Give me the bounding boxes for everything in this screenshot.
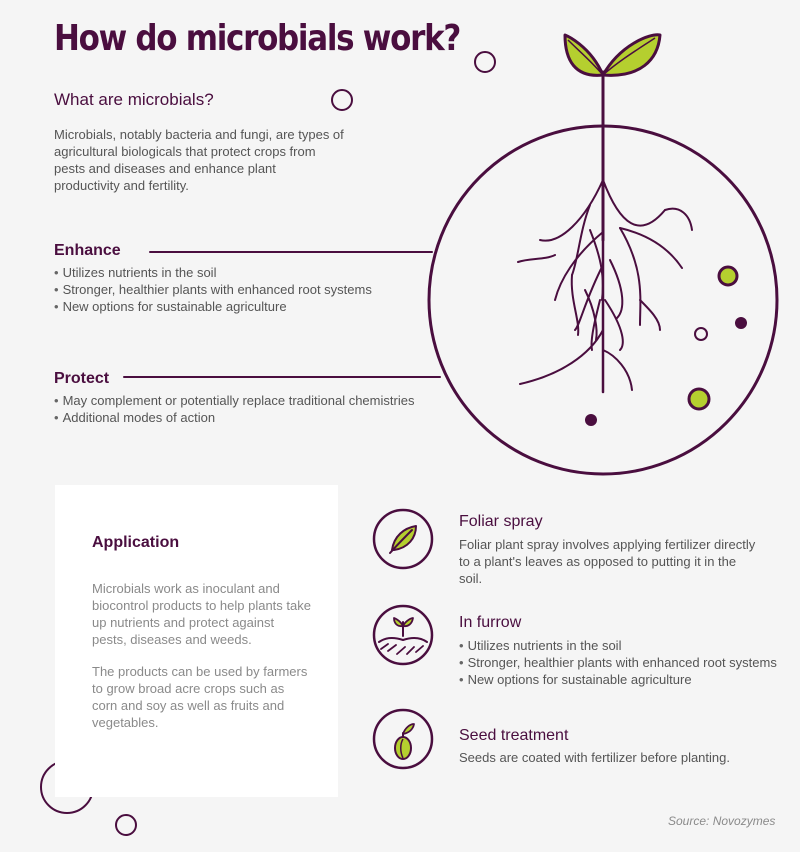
- seed-icon: [372, 708, 434, 770]
- intro-heading: What are microbials?: [54, 90, 214, 109]
- enhance-heading: Enhance: [54, 242, 121, 259]
- foliar-spray-text: Foliar plant spray involves applying fertilizer directly to a plant's leaves as opposed to putting it in the soil.: [459, 537, 756, 586]
- sprout-furrow-icon: [372, 604, 434, 666]
- page-title: How do microbials work?: [54, 18, 461, 59]
- protect-item: • Additional modes of action: [54, 409, 414, 426]
- decor-ring-5: [116, 815, 136, 835]
- foliar-spray-heading: Foliar spray: [459, 513, 543, 530]
- application-heading: Application: [92, 534, 180, 551]
- in-furrow-heading: In furrow: [459, 614, 522, 631]
- intro-text: Microbials, notably bacteria and fungi, are types of agricultural biologicals that protect crops from pests and diseases and enhance plant productivity and fertility.: [54, 127, 344, 193]
- application-paragraph: The products can be used by farmers to grow broad acre crops such as corn and soy as well as fruits and vegetables.: [92, 664, 308, 730]
- protect-item: • May complement or potentially replace traditional chemistries: [54, 392, 414, 409]
- leaf-icon: [372, 508, 434, 570]
- protect-list: [54, 392, 414, 426]
- in-furrow-item: • New options for sustainable agriculture: [459, 671, 777, 688]
- source-credit: Source: Novozymes: [668, 814, 776, 828]
- enhance-item: • Utilizes nutrients in the soil: [54, 264, 372, 281]
- enhance-item: • Stronger, healthier plants with enhanced root systems: [54, 281, 372, 298]
- enhance-item: • New options for sustainable agriculture: [54, 298, 372, 315]
- soil-microbe-green-2: [689, 389, 709, 409]
- seed-treatment-heading: Seed treatment: [459, 727, 569, 744]
- decor-ring-3: [695, 328, 707, 340]
- decor-ring-1: [475, 52, 495, 72]
- in-furrow-item: • Stronger, healthier plants with enhanced root systems: [459, 654, 777, 671]
- protect-heading: Protect: [54, 370, 110, 387]
- seed-treatment-text: Seeds are coated with fertilizer before planting.: [459, 750, 730, 765]
- in-furrow-item: • Utilizes nutrients in the soil: [459, 637, 777, 654]
- decor-ring-2: [332, 90, 352, 110]
- root-branches: [518, 180, 692, 390]
- enhance-list: [54, 264, 372, 315]
- soil-microbe-green-1: [719, 267, 737, 285]
- soil-microbe-dot-1: [735, 317, 747, 329]
- soil-microbe-dot-2: [585, 414, 597, 426]
- in-furrow-list: [459, 637, 777, 688]
- application-paragraph: Microbials work as inoculant and biocontrol products to help plants take up nutrients and protect against pests, diseases and weeds.: [92, 581, 311, 647]
